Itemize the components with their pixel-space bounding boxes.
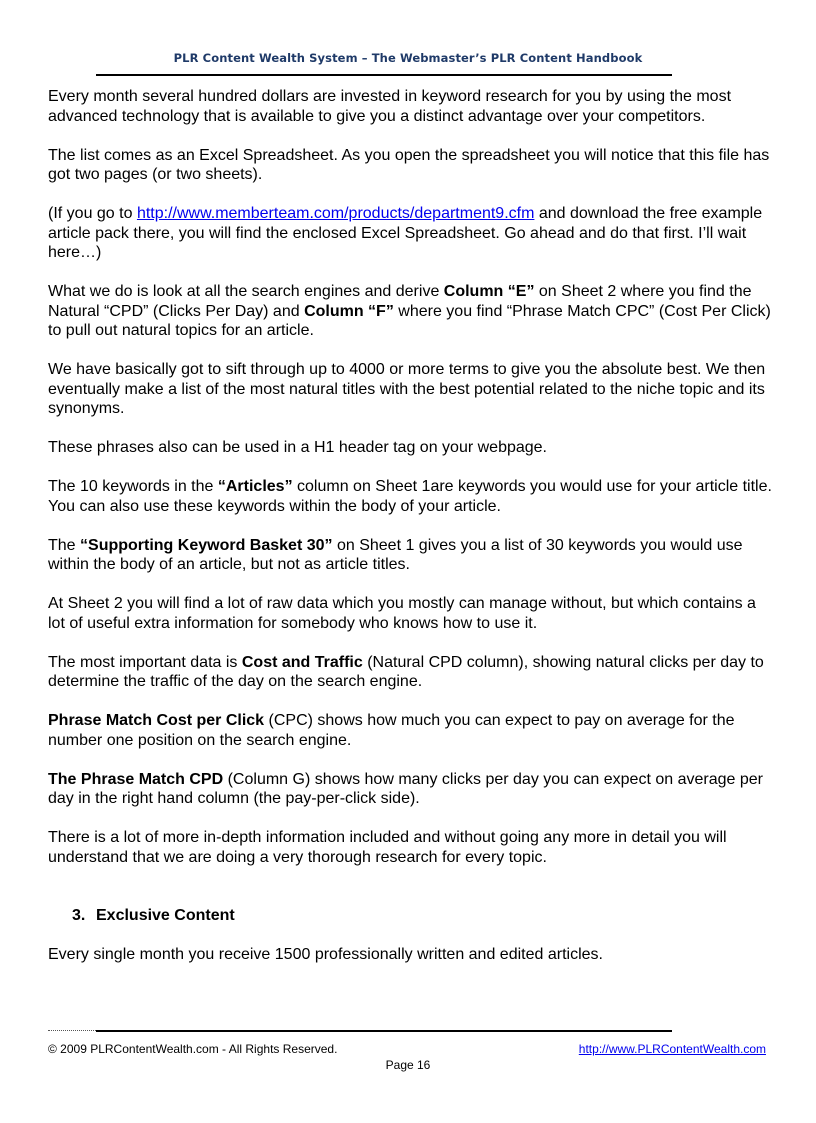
header-divider: [96, 74, 672, 76]
paragraph: We have basically got to sift through up to 4000 or more terms to give you the absolute best. We then eventually make a list of the most natural titles with the best potential related to the niche topic and its synonyms.: [48, 361, 766, 417]
bold-text: Phrase Match Cost per Click: [48, 712, 265, 729]
page-content: [48, 87, 772, 984]
bold-text: “Articles”: [217, 478, 293, 495]
paragraph: [48, 477, 772, 516]
paragraph: [48, 711, 772, 750]
paragraph: There is a lot of more in-depth information included and without going any more in detail you will understand that we are doing a very thorough research for every topic.: [48, 829, 727, 866]
text-run: (CPC) shows how much you can expect to pay on average for the number one position on the search engine.: [48, 712, 735, 749]
bold-text: The Phrase Match CPD: [48, 770, 224, 788]
footer-website-link[interactable]: http://www.PLRContentWealth.com: [578, 1042, 766, 1056]
text-run: and download the free example article pack there, you will find the enclosed Excel Spreadsheet. Go ahead and do that first. I’ll wait here…): [48, 205, 763, 261]
paragraph: [48, 204, 772, 263]
bold-text: Column “F”: [304, 302, 394, 320]
text-run: column on Sheet 1are keywords you would use for your article title. You can also use these keywords within the body of your article.: [48, 478, 772, 515]
section-number: 3.: [72, 907, 86, 924]
memberteam-link[interactable]: http://www.memberteam.com/products/department9.cfm: [136, 205, 535, 222]
paragraph: [48, 653, 772, 692]
paragraph: At Sheet 2 you will find a lot of raw data which you mostly can manage without, but which contains a lot of useful extra information for somebody who knows how to use it.: [48, 595, 756, 632]
text-run: on Sheet 2 where you find the Natural “CPD” (Clicks Per Day) and: [48, 283, 752, 320]
paragraph: Every single month you receive 1500 professionally written and edited articles.: [48, 946, 603, 963]
text-run: The most important data is: [48, 653, 242, 671]
text-run: on Sheet 1 gives you a list of 30 keywords you would use within the body of an article, but not as article titles.: [48, 536, 743, 573]
footer-copyright: © 2009 PLRContentWealth.com - All Rights Reserved.: [48, 1042, 338, 1056]
text-run: where you find “Phrase Match CPC” (Cost Per Click) to pull out natural topics for an article.: [48, 302, 771, 339]
text-run: What we do is look at all the search engines and derive: [48, 283, 444, 300]
paragraph: [48, 770, 772, 809]
paragraph: The list comes as an Excel Spreadsheet. As you open the spreadsheet you will notice that this file has got two pages (or two sheets).: [48, 146, 770, 183]
bold-text: “Supporting Keyword Basket 30”: [80, 536, 333, 554]
section-heading: [72, 906, 772, 926]
text-run: (Natural CPD column), showing natural clicks per day to determine the traffic of the day on the search engine.: [48, 653, 764, 690]
section-title: Exclusive Content: [96, 907, 235, 924]
text-run: The 10 keywords in the: [48, 478, 218, 495]
paragraph: These phrases also can be used in a H1 header tag on your webpage.: [48, 439, 547, 456]
text-run: (If you go to: [48, 205, 137, 222]
page-header-title: PLR Content Wealth System – The Webmaster’s PLR Content Handbook: [173, 51, 643, 65]
text-run: The: [48, 536, 81, 554]
bold-text: Cost and Traffic: [241, 653, 363, 671]
paragraph: Every month several hundred dollars are invested in keyword research for you by using the most advanced technology that is available to give you a distinct advantage over your competitors.: [48, 88, 732, 125]
page-number: Page 16: [385, 1058, 431, 1072]
footer-divider: [96, 1030, 672, 1032]
paragraph: [48, 536, 772, 575]
bold-text: Column “E”: [443, 283, 535, 300]
text-run: (Column G) shows how many clicks per day you can expect on average per day in the right hand column (the pay-per-click side).: [48, 770, 763, 807]
paragraph: [48, 282, 772, 341]
